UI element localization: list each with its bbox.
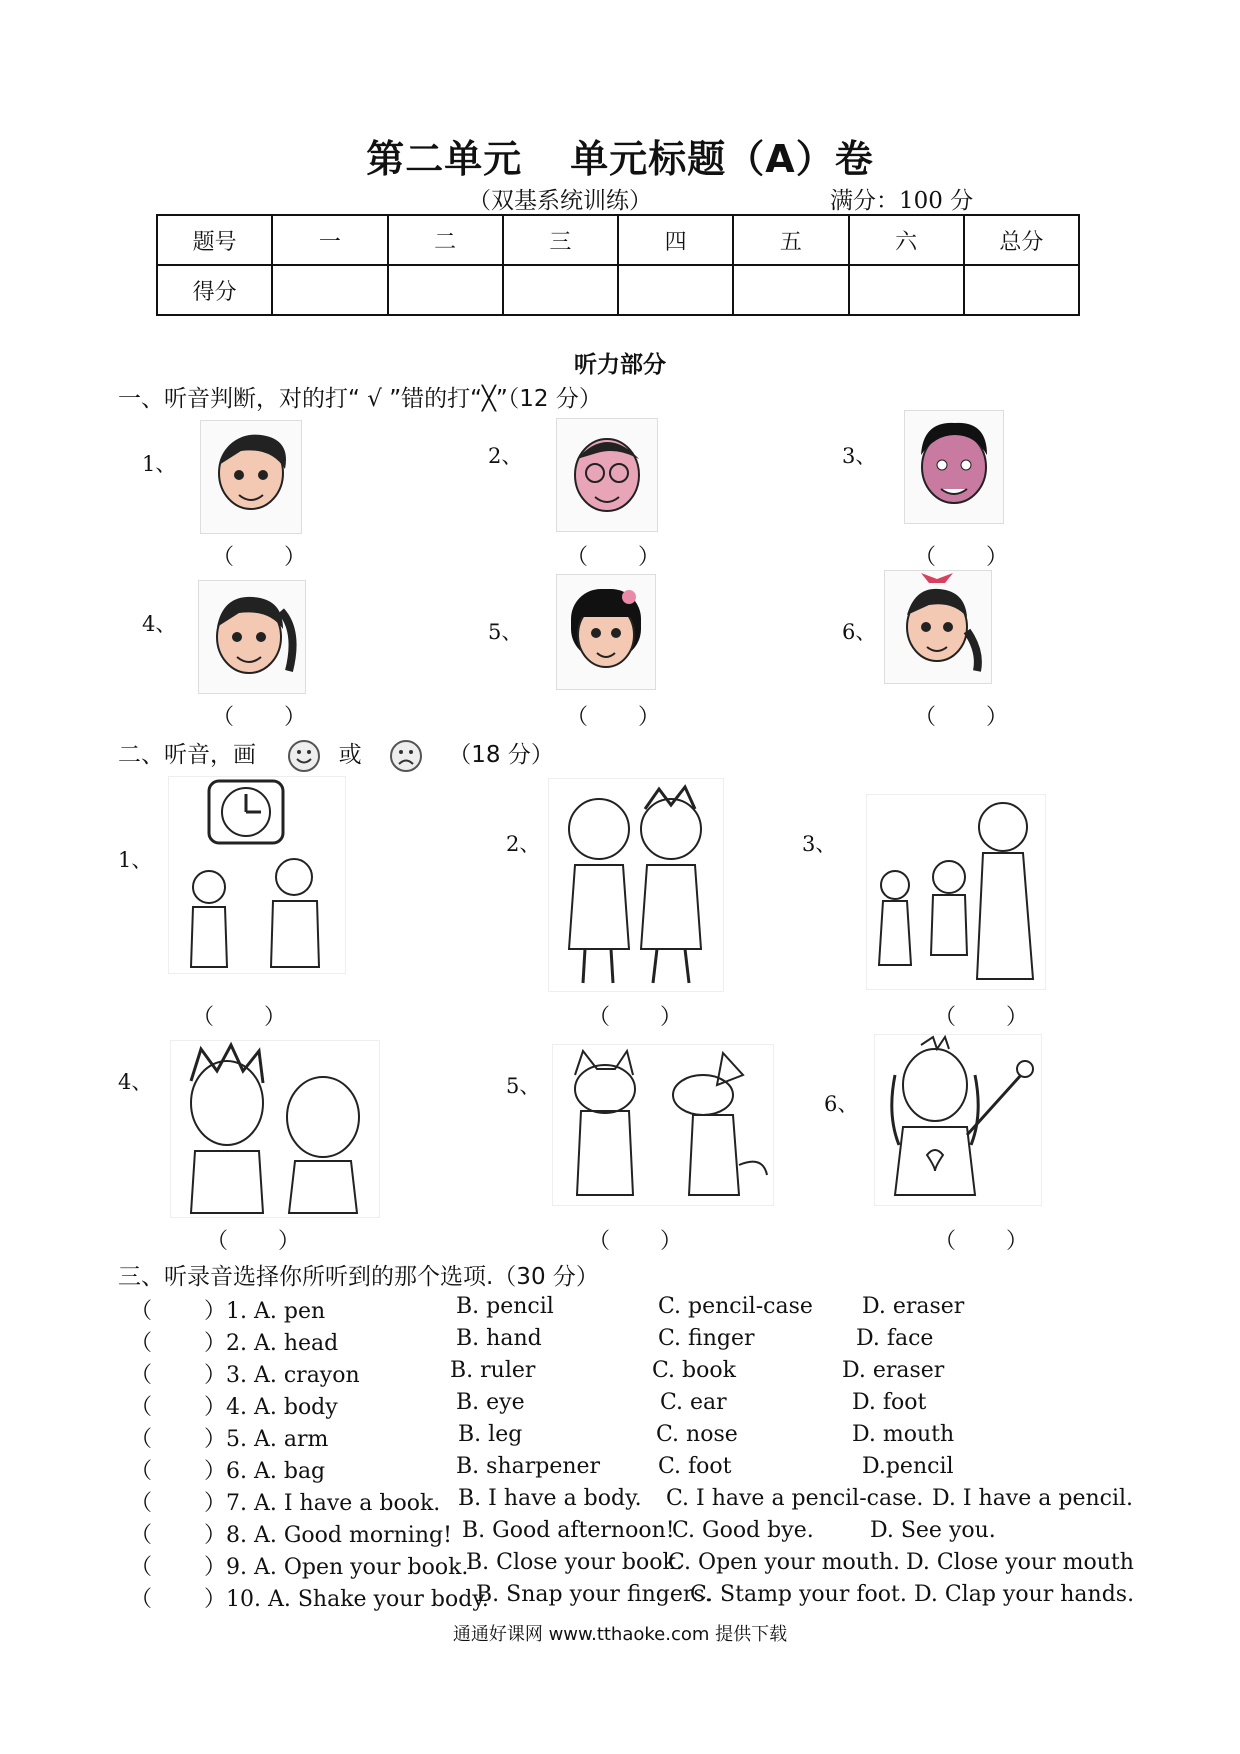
option-a: ）3. A. crayon: [204, 1363, 360, 1388]
section2-title-or: 或: [338, 742, 362, 768]
option-d: D. I have a pencil.: [932, 1486, 1134, 1511]
face-illustration-icon: [201, 421, 301, 533]
answer-paren[interactable]: （ ）: [914, 705, 1011, 730]
page-title: [0, 128, 1240, 183]
s1-item-number: 6、: [842, 620, 877, 644]
score-header-cell: 三: [503, 215, 618, 265]
option-b: B. pencil: [456, 1294, 554, 1319]
score-blank[interactable]: [964, 265, 1079, 315]
score-header-cell: 一: [272, 215, 387, 265]
option-b: B. Snap your fingers.: [476, 1582, 712, 1607]
score-value-row: [157, 265, 1079, 315]
score-blank[interactable]: [849, 265, 964, 315]
question-row: [130, 1422, 1130, 1452]
question-row: [130, 1390, 1130, 1420]
option-a: ）6. A. bag: [204, 1459, 326, 1484]
answer-paren[interactable]: （: [130, 1331, 153, 1356]
question-row: [130, 1582, 1135, 1612]
section2-title: [118, 736, 554, 773]
option-a: ）7. A. I have a book.: [204, 1491, 441, 1516]
answer-paren[interactable]: （ ）: [914, 545, 1011, 570]
score-header-cell: 五: [733, 215, 848, 265]
s2-item-number: 1、: [118, 848, 153, 872]
question-row: [130, 1294, 1130, 1324]
face-illustration-icon: [885, 571, 991, 683]
answer-paren[interactable]: （: [130, 1363, 153, 1388]
smiley-face-icon: [287, 739, 321, 773]
s2-item-number: 6、: [824, 1092, 859, 1116]
footer: 通通好课网 www.tthaoke.com 提供下载: [452, 1624, 788, 1645]
s2-picture-family: [866, 794, 1046, 990]
option-d: D.pencil: [862, 1454, 954, 1479]
option-d: D. eraser: [862, 1294, 965, 1319]
s1-picture-girl-ponytail: [198, 580, 306, 694]
section2-title-suffix: （18 分）: [448, 742, 554, 768]
s2-picture-girl-waving: [874, 1034, 1042, 1206]
boy-and-girl-icon: [171, 1041, 379, 1217]
score-header-cell: 二: [388, 215, 503, 265]
test-title: 单元标题（A）卷: [570, 137, 874, 181]
question-row: [130, 1486, 1134, 1516]
answer-paren[interactable]: （: [130, 1587, 153, 1612]
option-a: ）5. A. arm: [204, 1427, 329, 1452]
option-a: ）9. A. Open your book.: [204, 1555, 469, 1580]
question-row: [130, 1326, 1130, 1356]
answer-paren[interactable]: （: [130, 1427, 153, 1452]
question-row: [130, 1454, 1130, 1484]
s1-picture-girl-bow: [884, 570, 992, 684]
option-c: C. I have a pencil-case.: [666, 1486, 924, 1511]
two-children-icon: [549, 779, 723, 991]
s1-picture-girl-flower: [556, 574, 656, 690]
s2-item-number: 2、: [506, 832, 541, 856]
cat-and-dog-icon: [553, 1045, 773, 1205]
s1-picture-boy-glasses: [556, 418, 658, 532]
score-header-cell: 四: [618, 215, 733, 265]
s2-item-number: 5、: [506, 1074, 541, 1098]
clock-and-people-icon: [169, 777, 345, 973]
s2-item-number: 4、: [118, 1070, 153, 1094]
answer-paren[interactable]: （ ）: [934, 1005, 1031, 1030]
section3-title: 三、听录音选择你所听到的那个选项.（30 分）: [118, 1264, 599, 1290]
score-header-cell: 六: [849, 215, 964, 265]
s2-item-number: 3、: [802, 832, 837, 856]
option-c: C. Open your mouth.: [668, 1550, 900, 1575]
answer-paren[interactable]: （: [130, 1491, 153, 1516]
option-b: B. sharpener: [456, 1454, 601, 1479]
score-header-cell: 题号: [157, 215, 272, 265]
option-b: B. hand: [456, 1326, 542, 1351]
answer-paren[interactable]: （: [130, 1523, 153, 1548]
face-illustration-icon: [199, 581, 305, 693]
option-a: ）2. A. head: [204, 1331, 339, 1356]
option-a: ）10. A. Shake your body.: [204, 1587, 489, 1612]
s1-picture-girl-ear: [200, 420, 302, 534]
score-header-row: [157, 215, 1079, 265]
option-b: B. Close your book.: [466, 1550, 683, 1575]
option-c: C. nose: [656, 1422, 738, 1447]
face-illustration-icon: [557, 575, 655, 689]
option-b: B. ruler: [450, 1358, 536, 1383]
option-a: ）4. A. body: [204, 1395, 338, 1420]
s2-picture-cat-dog: [552, 1044, 774, 1206]
option-d: D. face: [856, 1326, 934, 1351]
score-blank[interactable]: [388, 265, 503, 315]
family-icon: [867, 795, 1045, 989]
answer-paren[interactable]: （: [130, 1459, 153, 1484]
score-blank[interactable]: [618, 265, 733, 315]
face-illustration-icon: [557, 419, 657, 531]
answer-paren[interactable]: （ ）: [192, 1005, 289, 1030]
section1-title: 一、听音判断，对的打“ √ ”错的打“╳”（12 分）: [118, 386, 602, 412]
option-c: C. book: [652, 1358, 736, 1383]
option-b: B. Good afternoon!: [462, 1518, 675, 1543]
s2-picture-two-children: [548, 778, 724, 992]
answer-paren[interactable]: （ ）: [588, 1005, 685, 1030]
girl-waving-icon: [875, 1035, 1041, 1205]
question-row: [130, 1358, 1130, 1388]
s1-item-number: 3、: [842, 444, 877, 468]
option-d: D. mouth: [852, 1422, 955, 1447]
option-c: C. foot: [658, 1454, 732, 1479]
s1-item-number: 5、: [488, 620, 523, 644]
option-c: C. finger: [658, 1326, 755, 1351]
option-b: B. I have a body.: [458, 1486, 642, 1511]
score-table: [156, 214, 1080, 316]
listening-title: 听力部分: [574, 352, 666, 378]
answer-paren[interactable]: （: [130, 1299, 153, 1324]
face-illustration-icon: [905, 411, 1003, 523]
option-d: D. Close your mouth: [906, 1550, 1134, 1575]
option-d: D. eraser: [842, 1358, 945, 1383]
answer-paren[interactable]: （ ）: [212, 545, 309, 570]
question-row: [130, 1550, 1134, 1580]
option-b: B. eye: [456, 1390, 525, 1415]
sad-face-icon: [389, 739, 423, 773]
score-blank[interactable]: [733, 265, 848, 315]
s2-picture-clock-meeting: [168, 776, 346, 974]
answer-paren[interactable]: （ ）: [934, 1229, 1031, 1254]
score-blank[interactable]: [272, 265, 387, 315]
unit-title: 第二单元: [366, 137, 523, 181]
answer-paren[interactable]: （ ）: [588, 1229, 685, 1254]
section2-title-prefix: 二、听音，画: [118, 742, 256, 768]
option-d: D. Clap your hands.: [914, 1582, 1135, 1607]
answer-paren[interactable]: （ ）: [566, 705, 663, 730]
s1-picture-boy-curly: [904, 410, 1004, 524]
s1-item-number: 4、: [142, 612, 177, 636]
score-blank[interactable]: [503, 265, 618, 315]
answer-paren[interactable]: （: [130, 1395, 153, 1420]
answer-paren[interactable]: （: [130, 1555, 153, 1580]
score-row-label: 得分: [157, 265, 272, 315]
option-a: ）8. A. Good morning!: [204, 1523, 452, 1548]
option-c: C. ear: [660, 1390, 727, 1415]
option-c: C. pencil-case: [658, 1294, 813, 1319]
option-d: D. foot: [852, 1390, 927, 1415]
subtitle: （双基系统训练）: [468, 188, 652, 214]
s2-picture-boy-girl: [170, 1040, 380, 1218]
full-score: 满分：100 分: [830, 188, 974, 214]
s1-item-number: 1、: [142, 452, 177, 476]
question-row: [130, 1518, 1130, 1548]
option-a: ）1. A. pen: [204, 1299, 326, 1324]
option-d: D. See you.: [870, 1518, 996, 1543]
answer-paren[interactable]: （ ）: [212, 705, 309, 730]
option-c: C. Stamp your foot.: [690, 1582, 907, 1607]
option-c: C. Good bye.: [672, 1518, 814, 1543]
answer-paren[interactable]: （ ）: [566, 545, 663, 570]
s1-item-number: 2、: [488, 444, 523, 468]
answer-paren[interactable]: （ ）: [206, 1229, 303, 1254]
score-header-cell: 总分: [964, 215, 1079, 265]
option-b: B. leg: [458, 1422, 523, 1447]
